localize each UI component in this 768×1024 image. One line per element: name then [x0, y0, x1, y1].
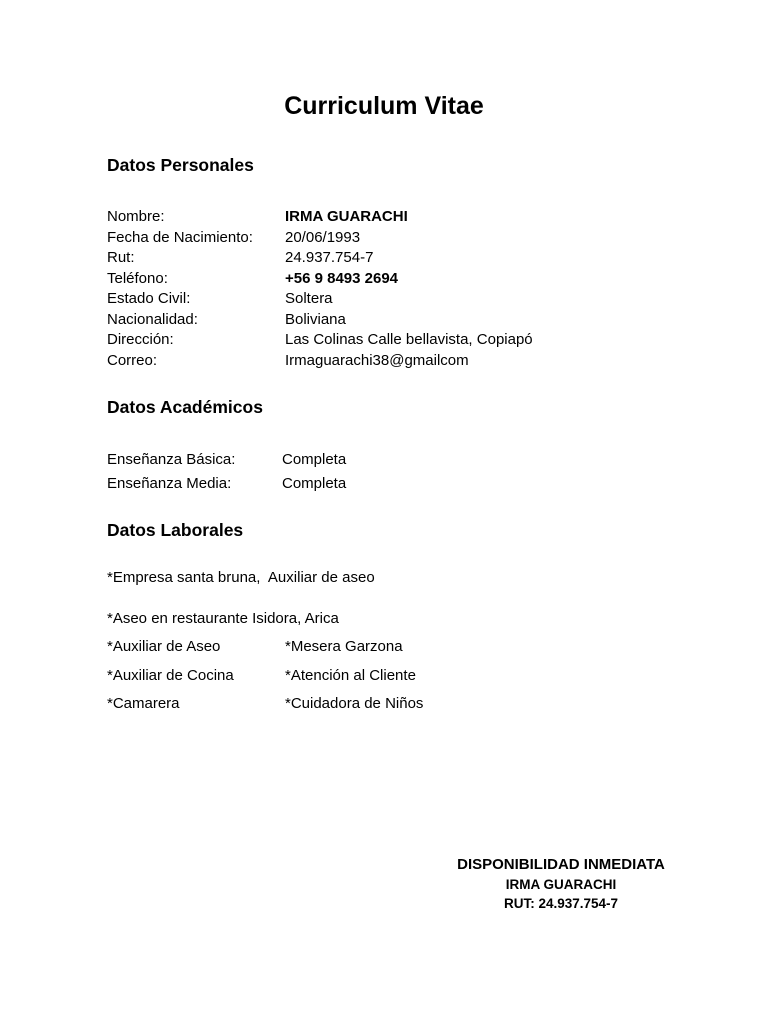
label-direccion: Dirección:: [107, 331, 174, 348]
value-rut: 24.937.754-7: [285, 249, 374, 266]
label-estado-civil: Estado Civil:: [107, 290, 191, 307]
page-title: Curriculum Vitae: [284, 92, 484, 120]
value-ensenanza-media: Completa: [282, 475, 347, 492]
label-fecha-nacimiento: Fecha de Nacimiento:: [107, 229, 253, 246]
work-entry-1: *Empresa santa bruna, Auxiliar de aseo: [107, 569, 375, 586]
personal-heading: Datos Personales: [107, 155, 254, 175]
value-nacionalidad: Boliviana: [285, 311, 346, 328]
label-rut: Rut:: [107, 249, 135, 266]
value-correo: Irmaguarachi38@gmailcom: [285, 352, 469, 369]
skill-right-2: *Atención al Cliente: [285, 667, 416, 684]
footer-rut: RUT: 24.937.754-7: [503, 896, 619, 911]
value-fecha-nacimiento: 20/06/1993: [285, 229, 361, 246]
skill-left-3: *Camarera: [107, 695, 180, 712]
academic-heading: Datos Académicos: [107, 397, 263, 417]
label-ensenanza-basica: Enseñanza Básica:: [107, 451, 236, 468]
skill-right-3: *Cuidadora de Niños: [285, 695, 424, 712]
work-heading: Datos Laborales: [107, 520, 244, 540]
label-telefono: Teléfono:: [107, 270, 168, 287]
work-entry-2: *Aseo en restaurante Isidora, Arica: [107, 610, 339, 627]
skill-left-2: *Auxiliar de Cocina: [107, 667, 234, 684]
skill-right-1: *Mesera Garzona: [285, 638, 403, 655]
value-nombre: IRMA GUARACHI: [285, 208, 408, 225]
skill-left-1: *Auxiliar de Aseo: [107, 638, 221, 655]
value-telefono: +56 9 8493 2694: [285, 270, 399, 287]
value-direccion: Las Colinas Calle bellavista, Copiapó: [285, 331, 533, 348]
value-estado-civil: Soltera: [285, 290, 333, 307]
label-nombre: Nombre:: [107, 208, 165, 225]
label-nacionalidad: Nacionalidad:: [107, 311, 198, 328]
value-ensenanza-basica: Completa: [282, 451, 347, 468]
label-correo: Correo:: [107, 352, 158, 369]
footer-name: IRMA GUARACHI: [505, 877, 617, 892]
availability-note: DISPONIBILIDAD INMEDIATA: [457, 856, 665, 873]
label-ensenanza-media: Enseñanza Media:: [107, 475, 232, 492]
